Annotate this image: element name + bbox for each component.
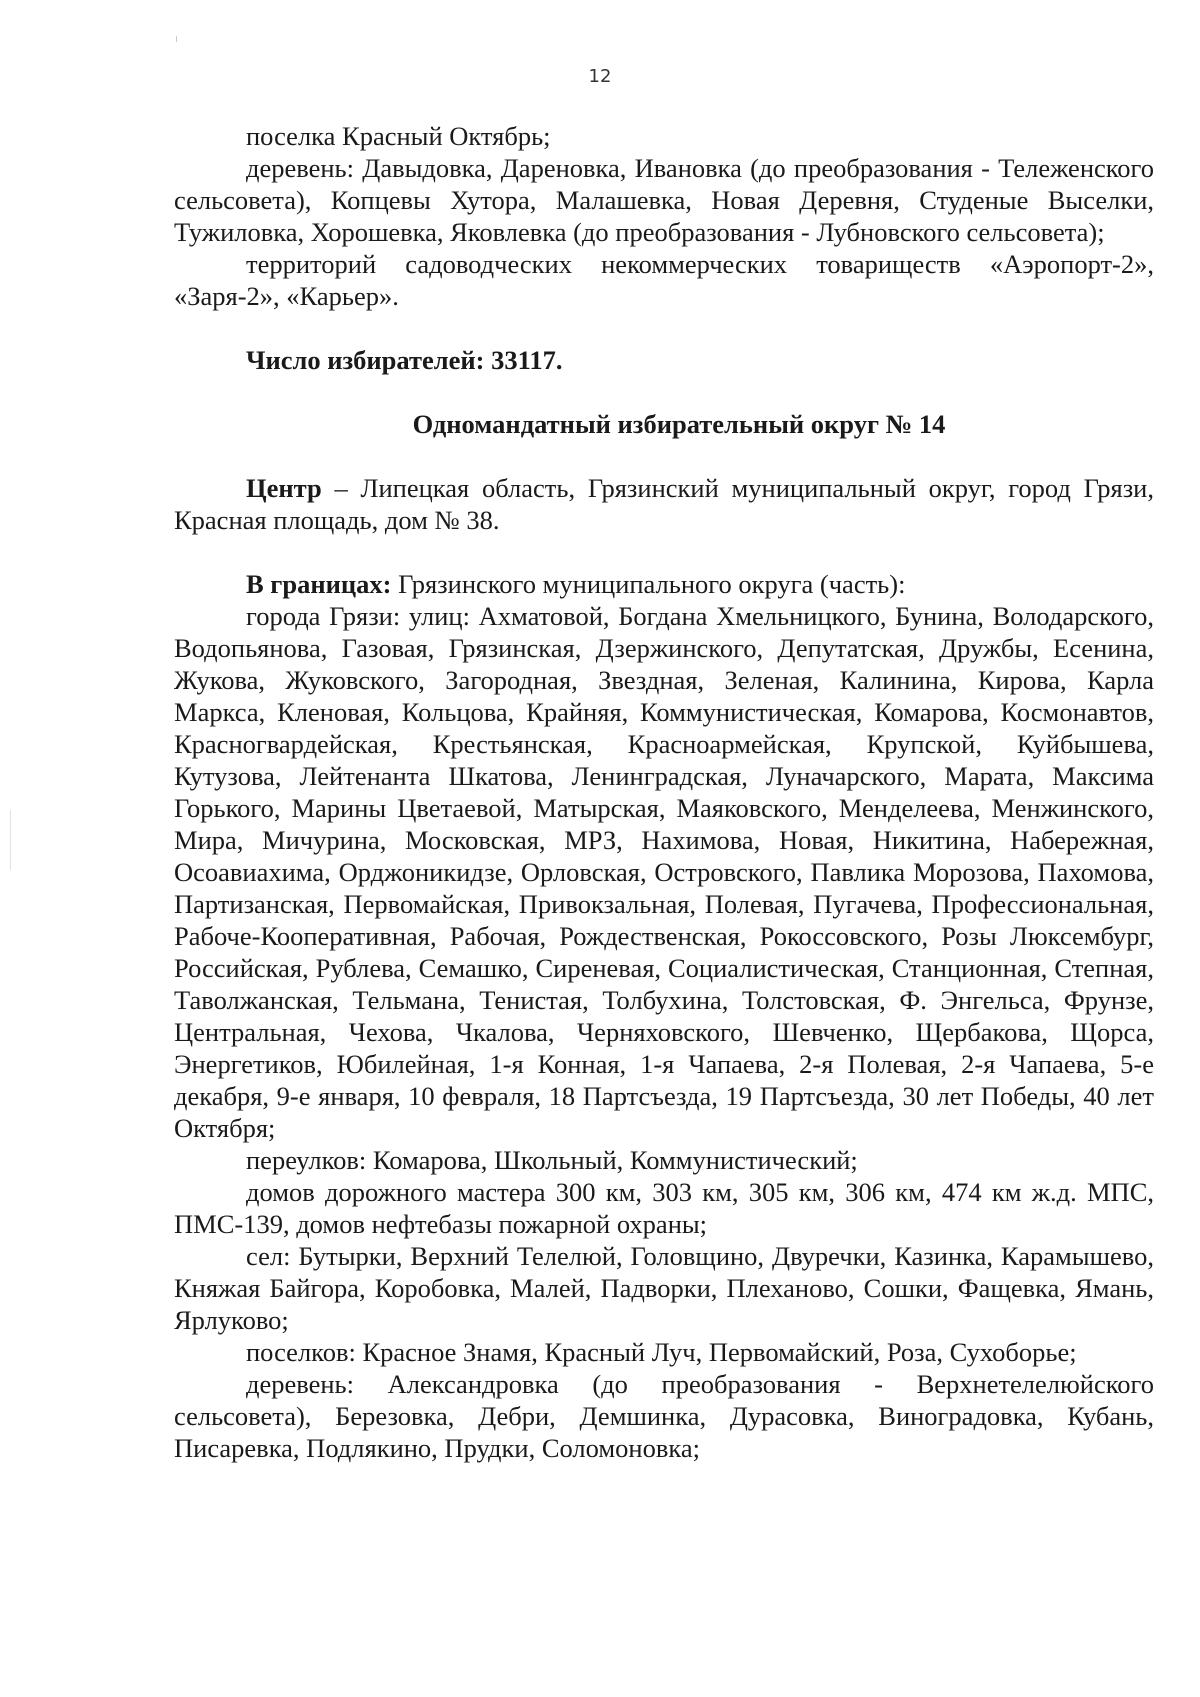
paragraph-hamlets: деревень: Александровка (до преобразования - Верхнетелелюйского сельсовета), Березовка, Дебри, Демшинка, Дурасовка, Виноградовка, Кубань, Писаревка, Подлякино, Прудки, Соломоновка; bbox=[174, 1369, 1154, 1463]
paragraph-city-streets: города Грязи: улиц: Ахматовой, Богдана Хмельницкого, Бунина, Володарского, Водопьянова, Газовая, Грязинская, Дзержинского, Депутатская, Дружбы, Есенина, Жукова, Жуковского, Загородная, Звездная, Зеленая, Калинина, Кирова, Карла Маркса, Кленовая, Кольцова, Крайняя, Коммунистическая, Комарова, Космонавтов, Красногвардейская, Крестьянская, Красноармейская, Крупской, Куйбышева, Кутузова, Лейтенанта Шкатова, Ленинградская, Луначарского, Марата, Максима Горького, Марины Цветаевой, Матырская, Маяковского, Менделеева, Менжинского, Мира, Мичурина, Московская, МРЗ, Нахимова, Новая, Никитина, Набережная, Осоавиахима, Орджоникидзе, Орловская, Островского, Павлика Морозова, Пахомова, Партизанская, Первомайская, Привокзальная, Полевая, Пугачева, Профессиональная, Рабоче-Кооперативная, Рабочая, Рождественская, Рокоссовского, Розы Люксембург, Российская, Рублева, Семашко, Сиреневая, Социалистическая, Станционная, Степная, Таволжанская, Тельмана, Тенистая, Толбухина, Толстовская, Ф. Энгельса, Фрунзе, Центральная, Чехова, Чкалова, Черняховского, Шевченко, Щербакова, Щорса, Энергетиков, Юбилейная, 1-я Конная, 1-я Чапаева, 2-я Полевая, 2-я Чапаева, 5-е декабря, 9-е января, 10 февраля, 18 Партсъезда, 19 Партсъезда, 30 лет Победы, 40 лет Октября; bbox=[174, 601, 1154, 1143]
scan-margin-line bbox=[10, 810, 11, 870]
bounds-label: В границах: bbox=[246, 569, 392, 599]
paragraph-garden-partnerships: территорий садоводческих некоммерческих товариществ «Аэропорт-2», «Заря-2», «Карьер». bbox=[174, 249, 1154, 311]
district-heading: Одномандатный избирательный округ № 14 bbox=[412, 409, 946, 439]
section-gap bbox=[174, 312, 1154, 344]
paragraph-settlement: поселка Красный Октябрь; bbox=[246, 121, 551, 151]
document-body bbox=[174, 120, 1154, 1464]
district-center bbox=[174, 472, 1154, 536]
section-gap bbox=[174, 440, 1154, 472]
paragraph-houses: домов дорожного мастера 300 км, 303 км, 305 км, 306 км, 474 км ж.д. МПС, ПМС-139, домов нефтебазы пожарной охраны; bbox=[174, 1177, 1154, 1239]
paragraph-lanes: переулков: Комарова, Школьный, Коммунистический; bbox=[246, 1145, 858, 1175]
paragraph-villages-list: деревень: Давыдовка, Дареновка, Ивановка (до преобразования - Тележенского сельсовета), Копцевы Хутора, Малашевка, Новая Деревня, Студеные Выселки, Тужиловка, Хорошевка, Яковлевка (до преобразования - Лубновского сельсовета); bbox=[174, 153, 1154, 247]
paragraph-settlements: поселков: Красное Знамя, Красный Луч, Первомайский, Роза, Сухоборье; bbox=[246, 1337, 1077, 1367]
page-number: 12 bbox=[588, 66, 612, 87]
voter-count: Число избирателей: 33117. bbox=[246, 345, 563, 375]
scan-edge-mark bbox=[176, 36, 177, 42]
district-bounds bbox=[174, 568, 1154, 600]
center-label: Центр bbox=[246, 473, 322, 503]
bounds-text: Грязинского муниципального округа (часть): bbox=[391, 569, 906, 599]
section-gap bbox=[174, 376, 1154, 408]
section-gap bbox=[174, 536, 1154, 568]
center-address: – Липецкая область, Грязинский муниципальный округ, город Грязи, Красная площадь, дом № 38. bbox=[174, 473, 1154, 535]
paragraph-rural-villages: сел: Бутырки, Верхний Телелюй, Головщино, Двуречки, Казинка, Карамышево, Княжая Байгора, Коробовка, Малей, Падворки, Плеханово, Сошки, Фащевка, Ямань, Ярлуково; bbox=[174, 1241, 1154, 1335]
